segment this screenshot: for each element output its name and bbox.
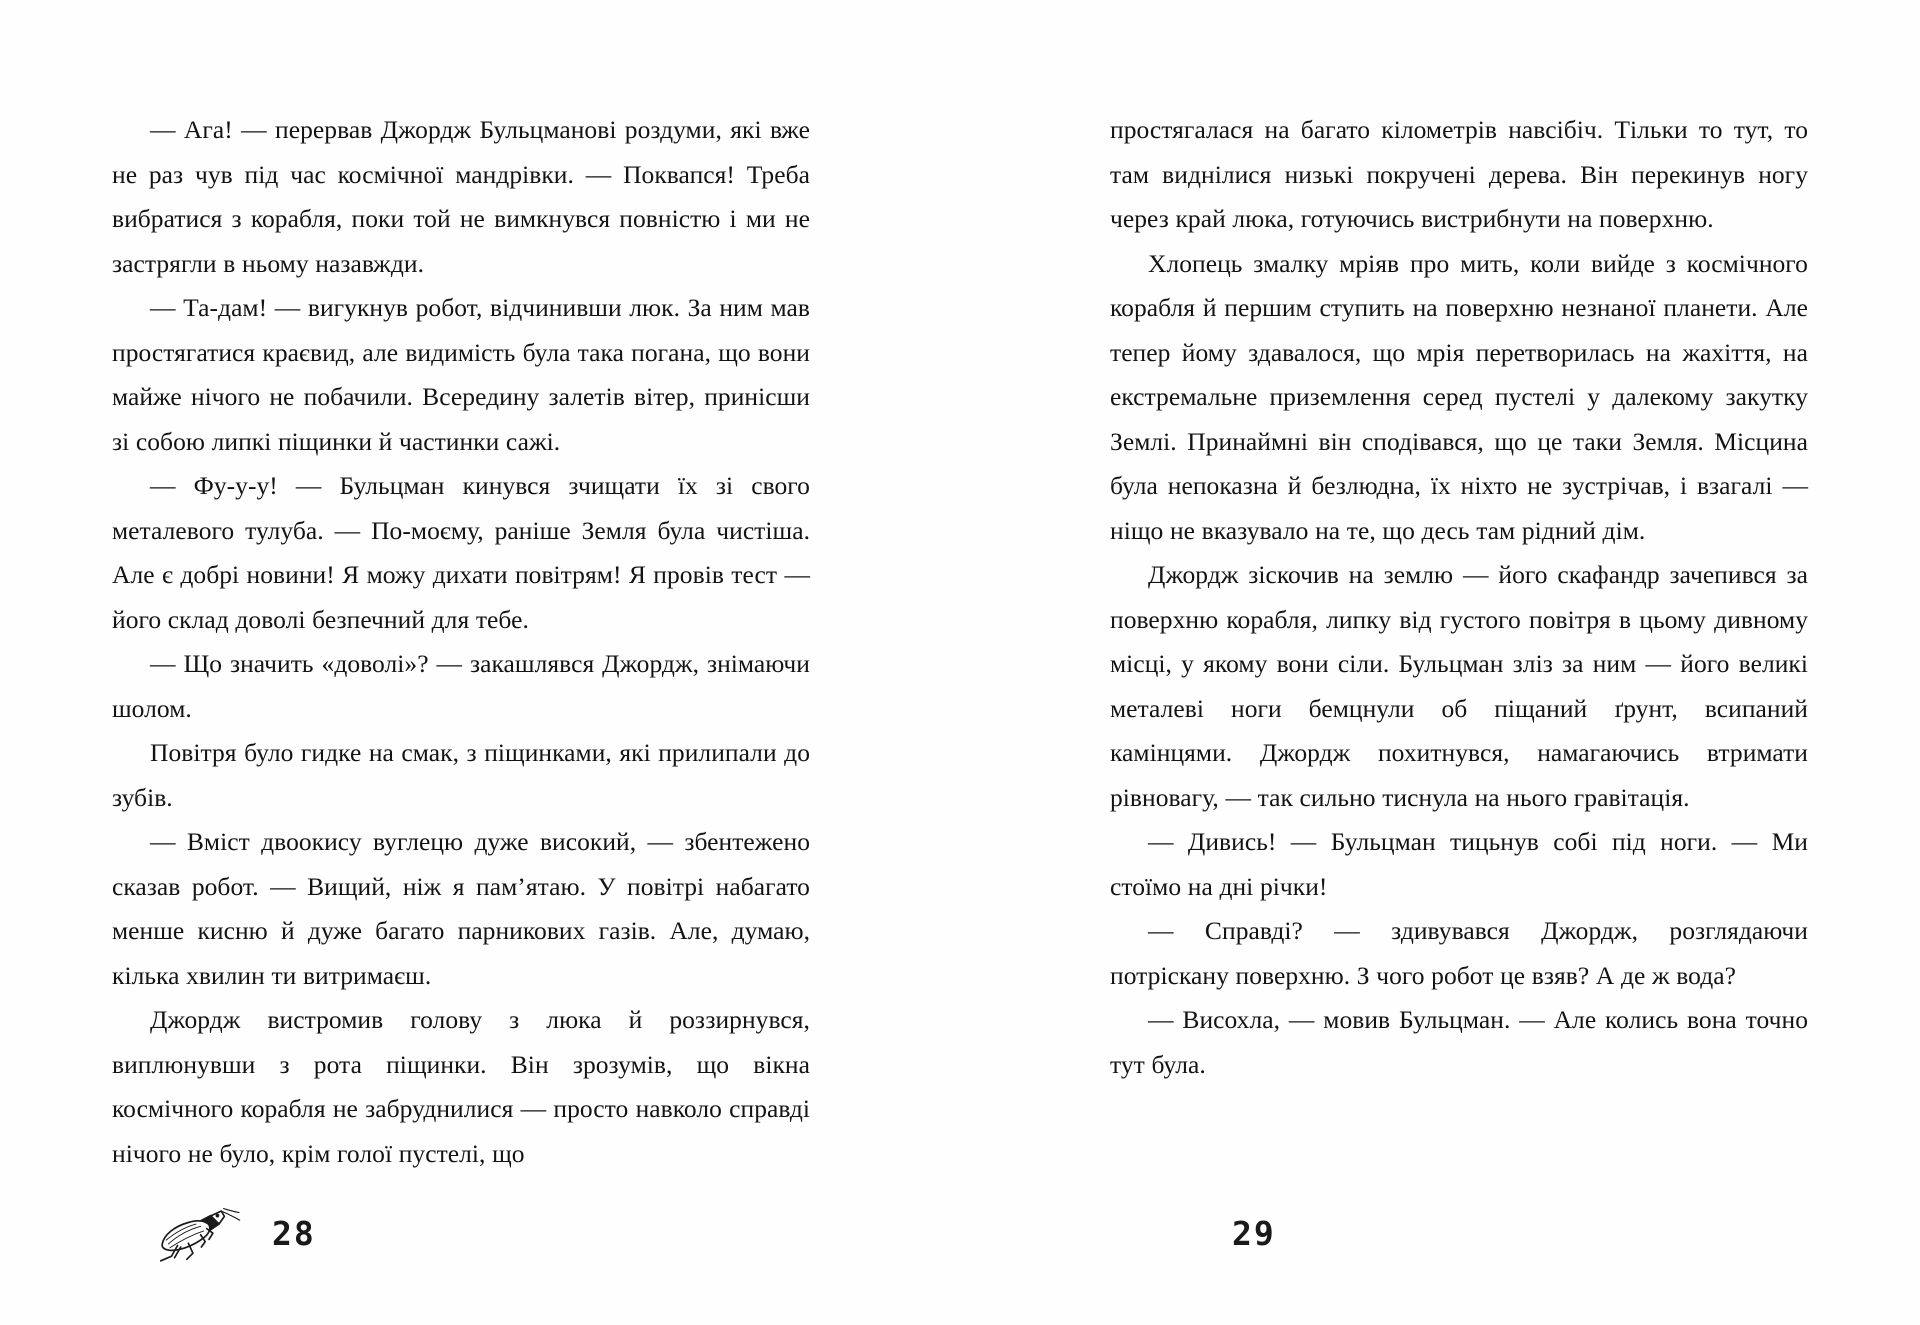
paragraph: — Що значить «доволі»? — закашлявся Джордж, знімаючи шолом. [112, 649, 810, 723]
page-number-right: 29 [1232, 1214, 1276, 1253]
paragraph: Повітря було гидке на смак, з піщинками, які прилипали до зубів. [112, 738, 810, 812]
paragraph: — Та-дам! — вигукнув робот, відчинивши люк. За ним мав простягатися краєвид, але видимість була така погана, що вони майже нічого не побачили. Всередину залетів вітер, принісши зі собою липкі піщинки й частинки сажі. [112, 293, 810, 456]
right-page [960, 0, 1920, 1325]
right-page-text-column [1110, 108, 1808, 1087]
left-page-text-column [112, 108, 810, 1176]
paragraph: — Справді? — здивувався Джордж, розглядаючи потріскану поверхню. З чого робот це взяв? А де ж вода? [1110, 916, 1808, 990]
paragraph: — Дивись! — Бульцман тицьнув собі під ноги. — Ми стоїмо на дні річки! [1110, 827, 1808, 901]
paragraph: Хлопець змалку мріяв про мить, коли вийде з космічного корабля й першим ступить на поверхню незнаної планети. Але тепер йому здавалося, що мрія перетворилась на жахіття, на екстремальне приземлення серед пустелі у далекому закутку Землі. Принаймні він сподівався, що це таки Земля. Місцина була непоказна й безлюдна, їх ніхто не зустрічав, і взагалі — ніщо не вказувало на те, що десь там рідний дім. [1110, 248, 1808, 545]
page-number-left: 28 [272, 1214, 316, 1253]
paragraph: — Фу-у-у! — Бульцман кинувся зчищати їх зі свого металевого тулуба. — По-моєму, раніше Земля була чистіша. Але є добрі новини! Я можу дихати повітрям! Я провів тест — його склад доволі безпечний для тебе. [112, 471, 810, 634]
grasshopper-icon [150, 1201, 242, 1267]
paragraph: простягалася на багато кілометрів навсібіч. Тільки то тут, то там виднілися низькі покручені дерева. Він перекинув ногу через край люка, готуючись вистрибнути на поверхню. [1110, 115, 1808, 233]
paragraph: — Ага! — перервав Джордж Бульцманові роздуми, які вже не раз чув під час космічної мандрівки. — Поквапся! Треба вибратися з корабля, поки той не вимкнувся повністю і ми не застрягли в ньому назавжди. [112, 115, 810, 278]
right-page-footer [960, 1155, 1920, 1325]
paragraph: Джордж вистромив голову з люка й роззирнувся, виплюнувши з рота піщинки. Він зрозумів, що вікна космічного корабля не забруднилися — просто навколо справді нічого не було, крім голої пустелі, що [112, 1005, 810, 1168]
paragraph: Джордж зіскочив на землю — його скафандр зачепився за поверхню корабля, липку від густого повітря в цьому дивному місці, у якому вони сіли. Бульцман зліз за ним — його великі металеві ноги бемцнули об піщаний ґрунт, всипаний камінцями. Джордж похитнувся, намагаючись втримати рівновагу, — так сильно тиснула на нього гравітація. [1110, 560, 1808, 812]
paragraph: — Висохла, — мовив Бульцман. — Але колись вона точно тут була. [1110, 1005, 1808, 1079]
left-page-footer [0, 1155, 960, 1325]
paragraph: — Вміст двоокису вуглецю дуже високий, — збентежено сказав робот. — Вищий, ніж я пам’ятаю. У повітрі набагато менше кисню й дуже багато парникових газів. Але, думаю, кілька хвилин ти витримаєш. [112, 827, 810, 990]
